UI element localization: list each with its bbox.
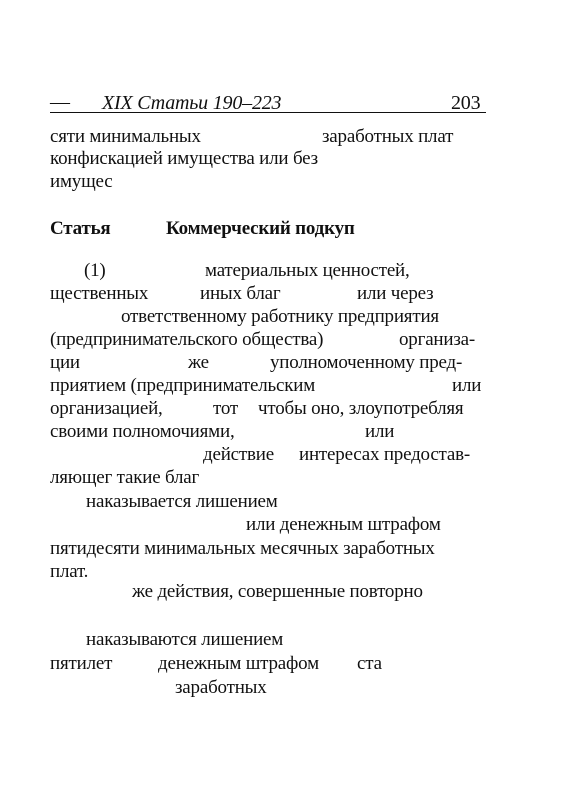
text-line: или через <box>357 283 434 304</box>
text-line: денежным штрафом <box>158 653 319 674</box>
text-line: наказываются лишением <box>86 629 284 650</box>
text-line: уполномоченному пред- <box>270 352 463 373</box>
text-line: пятидесяти минимальных месячных заработных <box>50 538 435 559</box>
article-label: Статья <box>50 218 111 239</box>
text-line: организа- <box>399 329 476 350</box>
text-line: действие <box>203 444 274 465</box>
text-line: приятием (предпринимательским <box>50 375 316 396</box>
text-line: материальных ценностей, <box>205 260 410 281</box>
text-line: заработных <box>175 677 267 698</box>
text-line: организацией, <box>50 398 163 419</box>
text-line: иных благ <box>200 283 281 304</box>
article-title: Коммерческий подкуп <box>166 218 355 239</box>
text-line: тот <box>213 398 239 419</box>
page-number: 203 <box>451 92 481 114</box>
text-line: щественных <box>50 283 149 304</box>
text-line: плат. <box>50 561 89 582</box>
text-line: сяти минимальных <box>50 126 201 147</box>
text-line: имущес <box>50 171 113 192</box>
text-line: наказывается лишением <box>86 491 278 512</box>
text-line: же действия, совершенные повторно <box>132 581 423 602</box>
running-header-title: XIX Статьи 190–223 <box>102 92 282 114</box>
text-line: своими полномочиями, <box>50 421 235 442</box>
text-line: конфискацией имущества или без <box>50 148 318 169</box>
text-line: же <box>188 352 209 373</box>
text-line: интересах предостав- <box>299 444 471 465</box>
paragraph-number: (1) <box>84 260 106 281</box>
text-line: чтобы оно, злоупотребляя <box>258 398 464 419</box>
text-line: или <box>452 375 482 396</box>
text-line: или денежным штрафом <box>246 514 441 535</box>
text-line: заработных плат <box>322 126 454 147</box>
text-line: пятилет <box>50 653 113 674</box>
text-line: ляющег такие благ <box>50 467 200 488</box>
text-line: ции <box>50 352 80 373</box>
text-line: ста <box>357 653 382 674</box>
text-line: или <box>365 421 395 442</box>
text-line: ответственному работнику предприятия <box>121 306 439 327</box>
header-rule <box>50 112 486 113</box>
header-left-mark: — <box>50 91 70 113</box>
text-line: (предпринимательского общества) <box>50 329 324 350</box>
